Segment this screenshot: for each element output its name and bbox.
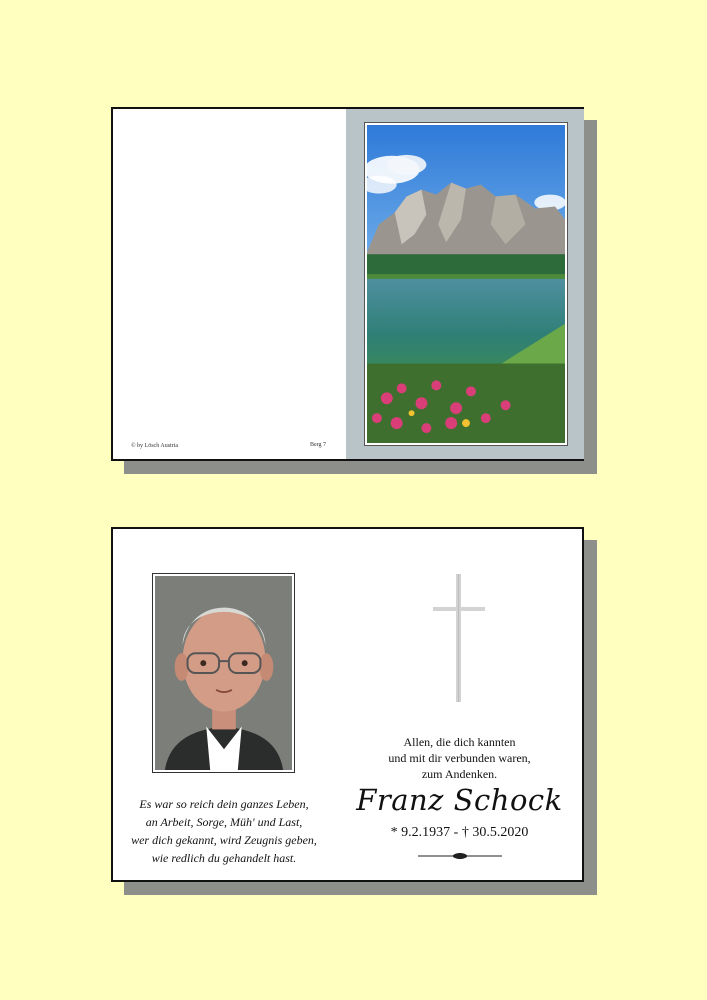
deceased-name: Franz Schock [356, 783, 563, 817]
design-code: Berg 7 [310, 442, 327, 448]
portrait-photo [152, 573, 295, 773]
ornament-divider [418, 852, 502, 860]
landscape-image [367, 125, 565, 443]
dedication-line: zum Andenken. [421, 767, 498, 781]
gray-panel [346, 109, 584, 459]
memorial-verse [115, 795, 333, 867]
dedication-line: Allen, die dich kannten [403, 735, 516, 749]
cross-icon [433, 574, 485, 702]
life-dates: * 9.2.1937 - † 30.5.2020 [390, 825, 529, 840]
verse-line: Es war so reich dein ganzes Leben, [139, 797, 309, 811]
dedication-line: und mit dir verbunden waren, [388, 751, 531, 765]
inside-card [111, 527, 584, 882]
verse-line: wer dich gekannt, wird Zeugnis geben, [131, 833, 317, 847]
verse-line: wie redlich du gehandelt hast. [151, 851, 297, 865]
copyright-text: © by Lösch Austria [131, 443, 179, 449]
landscape-photo [364, 122, 568, 446]
portrait-image [155, 576, 292, 770]
dedication-text [343, 734, 576, 782]
verse-line: an Arbeit, Sorge, Müh' und Last, [145, 815, 303, 829]
front-card [111, 107, 584, 461]
